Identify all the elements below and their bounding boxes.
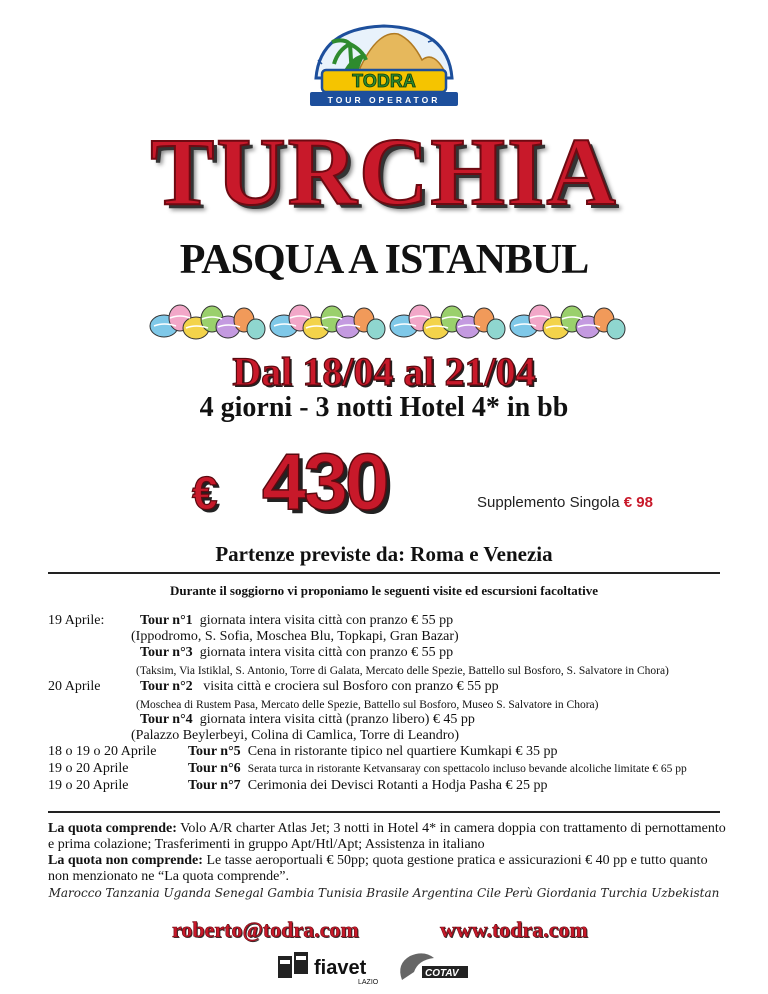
tour-detail: (Moschea di Rustem Pasa, Mercato delle Spezie, Battello sul Bosforo, Museo S. Salvatore in Chora): [136, 699, 599, 711]
tour-label: Tour n°7: [188, 778, 241, 793]
logo-name: TODRA: [352, 71, 416, 91]
tour-text: Cerimonia dei Devisci Rotanti a Hodja Pasha € 25 pp: [247, 778, 548, 793]
tour-detail: (Taksim, Via Istiklal, S. Antonio, Torre di Galata, Mercato delle Spezie, Battello sul Bosforo, S. Salvatore in Chora): [136, 665, 669, 677]
divider: [48, 811, 720, 813]
tour-detail: (Ippodromo, S. Sofia, Moschea Blu, Topkapi, Gran Bazar): [131, 629, 459, 644]
tour-label: Tour n°2: [140, 679, 193, 694]
quota-includes-label: La quota comprende:: [48, 821, 177, 836]
supplement-value: € 98: [623, 494, 653, 511]
day-label: 20 Aprile: [48, 679, 101, 694]
tour-4: [140, 712, 475, 728]
page-title: TURCHIA: [150, 118, 618, 225]
single-supplement: [477, 494, 653, 511]
logo-tagline: TOUR OPERATOR: [327, 95, 441, 105]
egg-cluster-icon: [150, 305, 265, 339]
tour-detail: (Palazzo Beylerbeyi, Colina di Camlica, Torre di Leandro): [131, 728, 460, 743]
cotav-logo: [400, 953, 468, 980]
tour-text: Cena in ristorante tipico nel quartiere Kumkapi € 35 pp: [247, 744, 558, 759]
page-subtitle: PASQUA A ISTANBUL: [179, 237, 589, 283]
tour-5: [188, 744, 558, 760]
day-label: 19 o 20 Aprile: [48, 761, 129, 776]
price-currency: €: [192, 467, 218, 519]
tour-label: Tour n°1: [140, 613, 193, 628]
day-label: 18 o 19 o 20 Aprile: [48, 744, 157, 759]
easter-eggs-decoration: [148, 302, 628, 346]
tour-label: Tour n°6: [188, 761, 241, 776]
tour-label: Tour n°3: [140, 645, 193, 660]
quota-excludes: [48, 853, 728, 885]
tour-label: Tour n°5: [188, 744, 241, 759]
tour-1: [140, 613, 453, 629]
partner-logos: [278, 948, 498, 988]
tour-text: Serata turca in ristorante Ketvansaray con spettacolo incluso bevande alcoliche limitate € 65 pp: [247, 763, 687, 775]
quota-includes-text: Volo A/R charter Atlas Jet; 3 notti in Hotel 4* in camera doppia con trattamento di pernottamento e prima colazione; Trasferimenti in gruppo Apt/Htl/Apt; Assistenza in italiano: [48, 821, 726, 852]
tour-7: [188, 778, 547, 794]
quota-excludes-label: La quota non comprende:: [48, 853, 203, 868]
contact-website[interactable]: www.todra.com: [440, 917, 588, 942]
tour-6: [188, 761, 687, 777]
fiavet-logo: [278, 952, 379, 986]
destinations-list: Marocco Tanzania Uganda Senegal Gambia Tunisia Brasile Argentina Cile Perù Giordania Turchia Uzbekistan: [48, 886, 720, 900]
excursions-intro: Durante il soggiorno vi proponiamo le seguenti visite ed escursioni facoltative: [169, 583, 599, 598]
tour-3: [140, 645, 453, 661]
quota-excludes-text: Le tasse aeroportuali € 50pp; quota gestione pratica e assicurazioni € 40 pp e tutto quanto non menzionato ne “La quota comprende”.: [48, 853, 708, 884]
departures: Partenze previste da: Roma e Venezia: [215, 542, 553, 566]
tour-text: giornata intera visita città con pranzo € 55 pp: [199, 613, 454, 628]
quota-includes: [48, 821, 728, 853]
supplement-label: Supplemento Singola: [477, 494, 620, 511]
tour-text: visita città e crociera sul Bosforo con pranzo € 55 pp: [203, 679, 499, 694]
travel-dates: Dal 18/04 al 21/04: [232, 349, 536, 394]
price-amount: 430: [262, 437, 387, 526]
tour-2: [140, 679, 499, 695]
divider: [48, 572, 720, 574]
quota-section: [48, 821, 728, 885]
fiavet-name: fiavet: [314, 957, 367, 979]
todra-logo: [300, 20, 468, 112]
cotav-name: COTAV: [425, 968, 459, 979]
tour-text: giornata intera visita città con pranzo € 55 pp: [199, 645, 454, 660]
day-label: 19 o 20 Aprile: [48, 778, 129, 793]
fiavet-sub: LAZIO: [358, 979, 379, 986]
tour-label: Tour n°4: [140, 712, 193, 727]
day-label: 19 Aprile:: [48, 613, 105, 628]
contact-email[interactable]: roberto@todra.com: [172, 917, 359, 942]
tour-text: giornata intera visita città (pranzo libero) € 45 pp: [199, 712, 475, 727]
trip-duration: 4 giorni - 3 notti Hotel 4* in bb: [199, 392, 569, 423]
